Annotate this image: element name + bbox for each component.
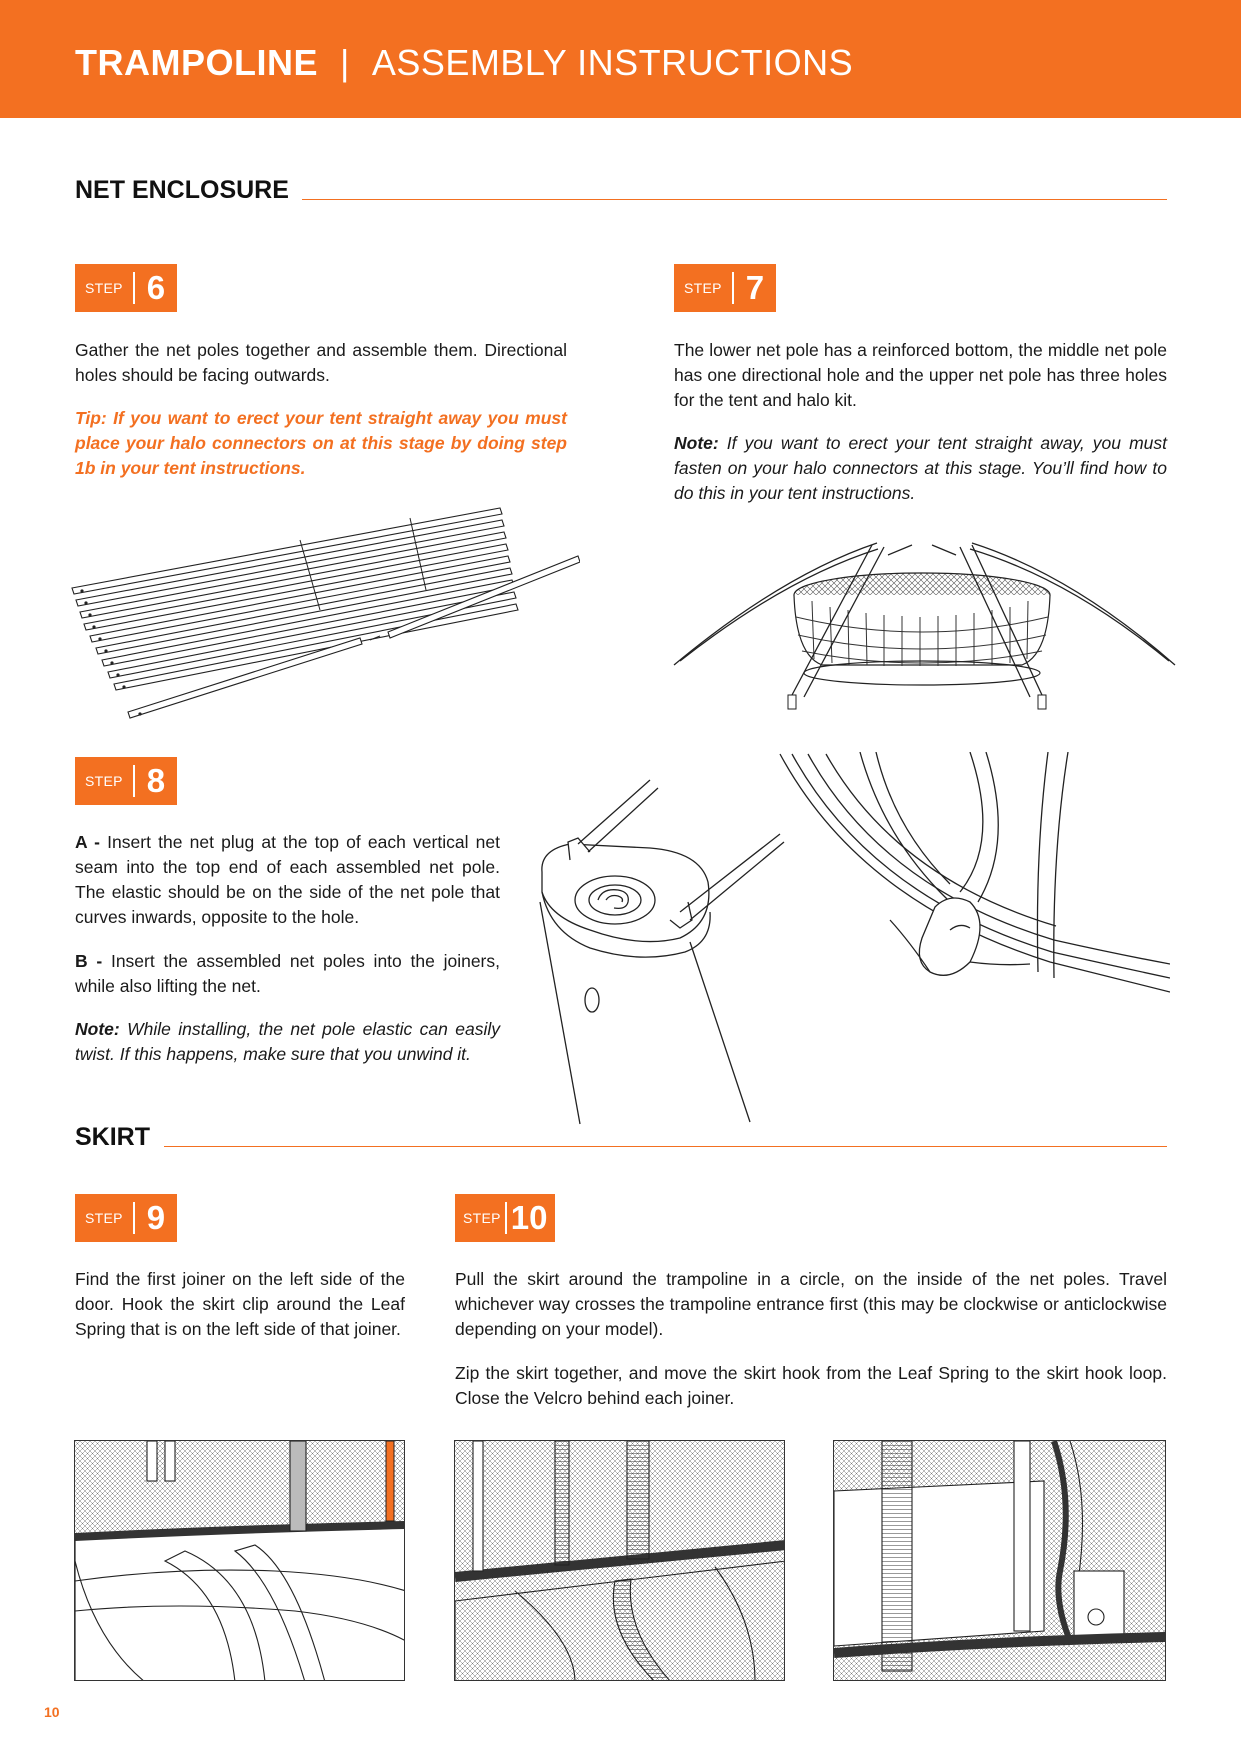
- step-7-text: The lower net pole has a reinforced bottom, the middle net pole has one directional hole and the upper net pole has three holes for the tent and halo kit.: [674, 340, 1167, 410]
- trampoline-cage-illustration: [672, 535, 1177, 715]
- header-subtitle: ASSEMBLY INSTRUCTIONS: [371, 42, 854, 83]
- header-separator: |: [340, 42, 350, 83]
- step-label: STEP: [85, 1210, 123, 1226]
- step-6-tip: Tip: If you want to erect your tent straight away you must place your halo connectors on at this stage by doing step 1b in your tent instructions.: [75, 408, 567, 478]
- header-title: [75, 42, 853, 84]
- step-10-text-2: Zip the skirt together, and move the skirt hook from the Leaf Spring to the skirt hook loop. Close the Velcro behind each joiner.: [455, 1363, 1167, 1408]
- step-number: 8: [146, 762, 166, 799]
- section-rule: [302, 199, 1167, 200]
- note-lead: Note:: [75, 1019, 120, 1039]
- step-number: 10: [510, 1199, 548, 1236]
- note-lead: Note:: [674, 433, 719, 453]
- step-number: 7: [745, 269, 765, 306]
- step-8-a-lead: A -: [75, 832, 100, 852]
- step-8-badge: [75, 757, 177, 805]
- page-header: [0, 0, 1241, 118]
- net-plug-joiner-illustration: [530, 752, 1170, 1132]
- step-8-note: [75, 1017, 500, 1067]
- step-label: STEP: [463, 1210, 501, 1226]
- step-8-a-text: Insert the net plug at the top of each vertical net seam into the top end of each assembled net pole. The elastic should be on the side of the net pole that curves inwards, opposite to the hole.: [75, 832, 500, 927]
- note-text: If you want to erect your tent straight away, you must fasten on your halo connectors at this stage. You’ll find how to do this in your tent instructions.: [674, 433, 1167, 503]
- section-title-skirt: SKIRT: [75, 1123, 150, 1151]
- step-9-badge: [75, 1194, 177, 1242]
- step-8-text-a: [75, 830, 500, 930]
- step-6-text: Gather the net poles together and assemble them. Directional holes should be facing outwards.: [75, 340, 567, 385]
- section-rule: [164, 1146, 1167, 1147]
- step-8-text-b: [75, 949, 500, 999]
- step-9-text: Find the first joiner on the left side of the door. Hook the skirt clip around the Leaf Spring that is on the left side of that joiner.: [75, 1269, 405, 1339]
- step-label: STEP: [684, 280, 722, 296]
- step-label: STEP: [85, 280, 123, 296]
- step-6-badge: [75, 264, 177, 312]
- step-number: 6: [146, 269, 166, 306]
- skirt-clip-illustration: [74, 1440, 405, 1681]
- step-10-text-1: Pull the skirt around the trampoline in a circle, on the inside of the net poles. Travel whichever way crosses the trampoline entrance first (this may be clockwise or anticlockwise depending on your model).: [455, 1269, 1167, 1339]
- step-8-b-text: Insert the assembled net poles into the joiners, while also lifting the net.: [75, 951, 500, 996]
- header-brand: TRAMPOLINE: [75, 42, 318, 83]
- step-7-badge: [674, 264, 776, 312]
- step-number: 9: [146, 1199, 166, 1236]
- step-8-b-lead: B -: [75, 951, 103, 971]
- skirt-velcro-illustration: [833, 1440, 1166, 1681]
- section-title-net-enclosure: NET ENCLOSURE: [75, 176, 289, 204]
- skirt-zip-illustration: [454, 1440, 785, 1681]
- note-text: While installing, the net pole elastic can easily twist. If this happens, make sure that you unwind it.: [75, 1019, 500, 1064]
- step-7-note: [674, 431, 1167, 506]
- page-number: 10: [44, 1704, 60, 1720]
- net-pole: [388, 556, 580, 638]
- step-label: STEP: [85, 773, 123, 789]
- net-poles-illustration: [70, 500, 580, 730]
- step-10-badge: [455, 1194, 555, 1242]
